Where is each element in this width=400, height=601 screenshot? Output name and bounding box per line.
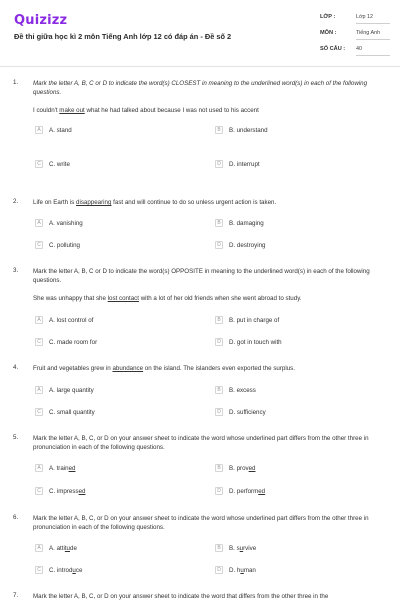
option-text: A. stand [49, 126, 72, 134]
option-c[interactable] [35, 408, 95, 416]
option-text: A. trained [49, 464, 76, 472]
meta-subject-label: MÔN : [320, 30, 337, 36]
stem-underlined: abundance [112, 365, 144, 372]
question-number: 1. [13, 79, 19, 86]
stem-text: on the island. The islanders even exported the surplus. [143, 365, 295, 372]
option-text: B. proved [229, 464, 256, 472]
option-letter-box: B [215, 126, 223, 134]
option-text: B. excess [229, 386, 256, 394]
option-letter-box: A [35, 464, 43, 472]
stem-text: what he had talked about because I was not used to his accent [84, 107, 259, 114]
option-text: C. write [49, 160, 70, 168]
option-text: A. large quantity [49, 386, 94, 394]
option-letter-box: B [215, 464, 223, 472]
question-stem [33, 294, 383, 303]
option-c[interactable] [35, 487, 85, 495]
option-letter-box: A [35, 544, 43, 552]
meta-subject-value: Tiếng Anh [356, 30, 390, 40]
question-number: 6. [13, 514, 19, 521]
option-letter-box: B [215, 386, 223, 394]
option-text: C. impressed [49, 487, 86, 495]
option-letter-box: B [215, 544, 223, 552]
option-letter-box: A [35, 126, 43, 134]
stem-underlined: disappearing [76, 199, 112, 206]
option-text: B. put in charge of [229, 316, 280, 324]
option-b[interactable] [215, 464, 256, 472]
option-b[interactable] [215, 219, 264, 227]
option-c[interactable] [35, 160, 70, 168]
meta-class-label: LỚP : [320, 14, 336, 20]
option-text: D. interrupt [229, 160, 260, 168]
option-b[interactable] [215, 544, 256, 552]
option-text: D. sufficiency [229, 408, 266, 416]
stem-underlined: lost contact [107, 295, 139, 302]
meta-count-row [320, 46, 390, 62]
question-instruction: Mark the letter A, B, C or D to indicate the word(s) CLOSEST in meaning to the underlined word(s) in each of the following questions. [33, 80, 368, 97]
stem-underlined: make out [59, 107, 85, 114]
option-d[interactable] [215, 241, 265, 249]
header-divider [0, 66, 400, 67]
worksheet-meta [320, 14, 390, 62]
stem-text: I couldn't [33, 107, 60, 114]
question-number: 7. [13, 592, 19, 599]
option-letter-box: C [35, 408, 43, 416]
question-instruction: Mark the letter A, B, C, or D on your answer sheet to indicate the word that differs from the other three in the [33, 593, 329, 600]
option-letter-box: C [35, 241, 43, 249]
option-d[interactable] [215, 408, 266, 416]
question-number: 5. [13, 434, 19, 441]
option-letter-box: D [215, 160, 223, 168]
option-letter-box: D [215, 241, 223, 249]
stem-text: fast and will continue to do so unless urgent action is taken. [111, 199, 277, 206]
option-a[interactable] [35, 316, 93, 324]
question-number: 2. [13, 198, 19, 205]
option-letter-box: A [35, 316, 43, 324]
option-letter-box: B [215, 316, 223, 324]
option-a[interactable] [35, 386, 94, 394]
question-number: 3. [13, 267, 19, 274]
option-text: C. made room for [49, 338, 98, 346]
option-letter-box: B [215, 219, 223, 227]
question-instruction: Mark the letter A, B, C, or D on your answer sheet to indicate the word whose underlined part differs from the other three in pronunciation in each of the following questions. [33, 515, 369, 532]
option-a[interactable] [35, 126, 72, 134]
question-instruction: Mark the letter A, B, C, or D on your answer sheet to indicate the word whose underlined part differs from the other three in pronunciation in each of the following questions. [33, 435, 369, 452]
option-text: D. destroying [229, 241, 266, 249]
option-letter-box: D [215, 408, 223, 416]
option-c[interactable] [35, 338, 97, 346]
stem-text: with a lot of her old friends when she went abroad to study. [138, 295, 302, 302]
worksheet-header [0, 0, 400, 66]
option-text: B. damaging [229, 219, 264, 227]
option-text: A. attitude [49, 544, 77, 552]
option-letter-box: A [35, 386, 43, 394]
option-d[interactable] [215, 487, 265, 495]
stem-text: She was unhappy that she [33, 295, 108, 302]
option-text: D. performed [229, 487, 266, 495]
option-letter-box: D [215, 338, 223, 346]
option-text: B. understand [229, 126, 268, 134]
meta-class-row [320, 14, 390, 30]
option-letter-box: D [215, 487, 223, 495]
option-d[interactable] [215, 566, 256, 574]
option-b[interactable] [215, 126, 268, 134]
question-instruction: Mark the letter A, B, C or D to indicate the word(s) OPPOSITE in meaning to the underlined word(s) in each of the following questions. [33, 268, 370, 285]
option-a[interactable] [35, 219, 83, 227]
question-number: 4. [13, 364, 19, 371]
option-text: D. human [229, 566, 256, 574]
option-letter-box: C [35, 566, 43, 574]
option-d[interactable] [215, 338, 282, 346]
option-c[interactable] [35, 566, 82, 574]
meta-subject-row [320, 30, 390, 46]
stem-text: Fruit and vegetables grew in [33, 365, 113, 372]
option-letter-box: D [215, 566, 223, 574]
option-a[interactable] [35, 544, 77, 552]
option-d[interactable] [215, 160, 260, 168]
option-letter-box: A [35, 219, 43, 227]
option-c[interactable] [35, 241, 80, 249]
option-letter-box: C [35, 487, 43, 495]
option-text: C. introduce [49, 566, 83, 574]
question-stem [33, 106, 383, 115]
option-text: A. vanishing [49, 219, 83, 227]
option-text: B. survive [229, 544, 257, 552]
option-letter-box: C [35, 160, 43, 168]
option-text: C. polluting [49, 241, 80, 249]
option-b[interactable] [215, 386, 256, 394]
option-a[interactable] [35, 464, 76, 472]
option-letter-box: C [35, 338, 43, 346]
question-stem [33, 198, 383, 207]
meta-class-value: Lớp 12 [356, 14, 390, 24]
stem-text: Life on Earth is [33, 199, 76, 206]
quizizz-logo: Quizizz [14, 13, 68, 28]
option-b[interactable] [215, 316, 279, 324]
worksheet-title: Đề thi giữa học kì 2 môn Tiếng Anh lớp 12 có đáp án - Đề số 2 [14, 32, 232, 41]
meta-count-label: SỐ CÂU : [320, 46, 346, 52]
option-text: C. small quantity [49, 408, 95, 416]
question-stem [33, 364, 383, 373]
option-text: A. lost control of [49, 316, 94, 324]
option-text: D. got in touch with [229, 338, 282, 346]
meta-count-value: 40 [356, 46, 390, 56]
